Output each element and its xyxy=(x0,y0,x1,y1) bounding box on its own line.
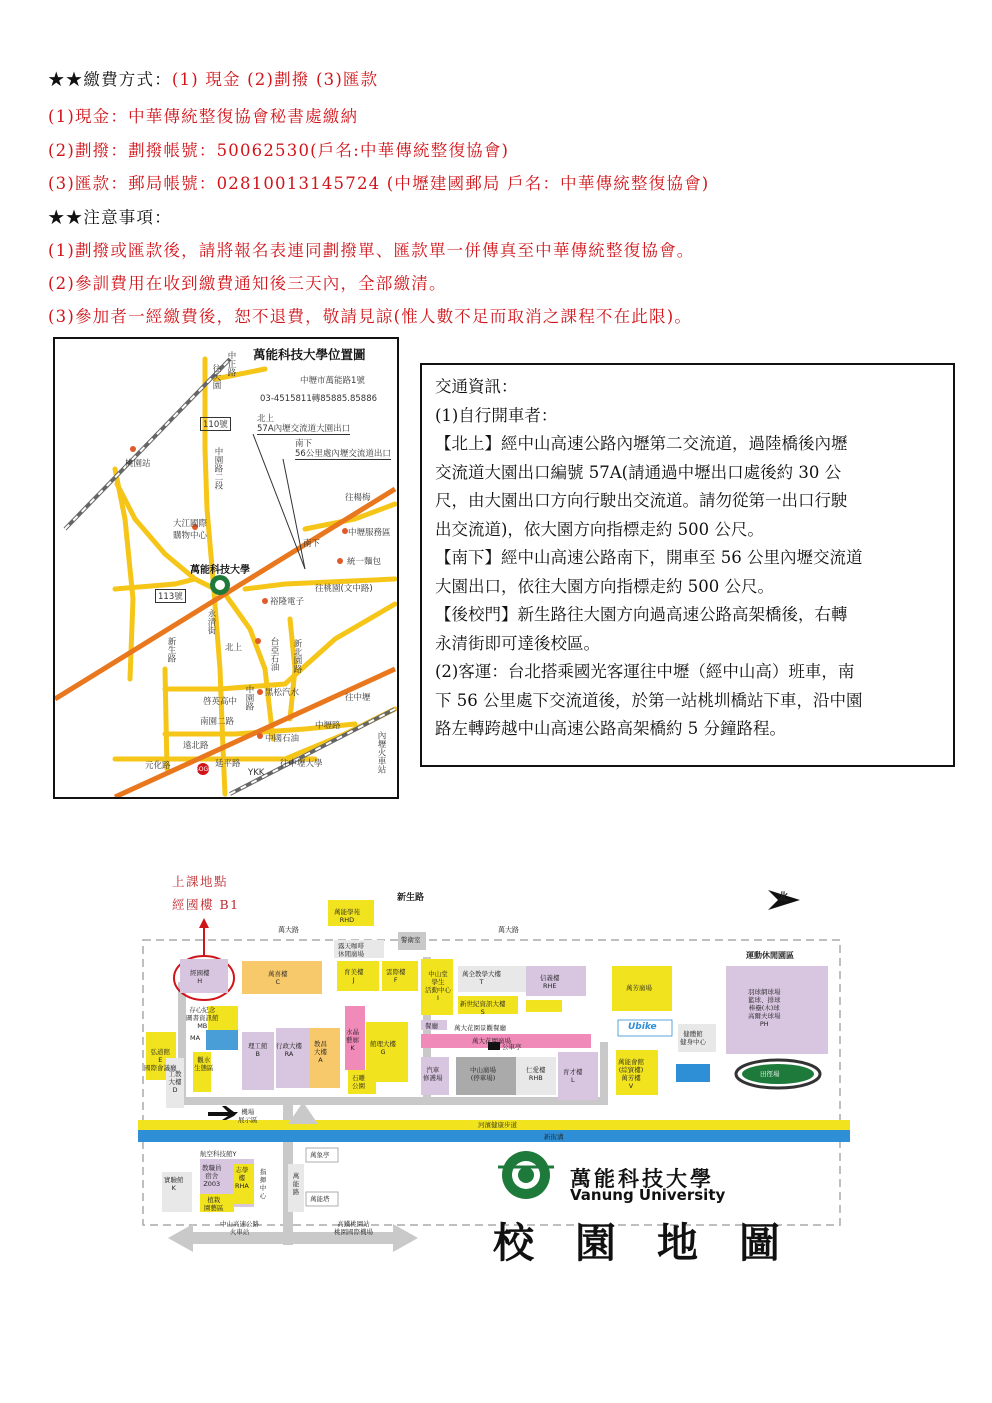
campus-label-wanquan: 萬全教學大樓 T xyxy=(462,970,501,986)
payment-heading: ★★繳費方式： xyxy=(48,70,172,89)
map-label-wangzhongjing: 往中壢大學 xyxy=(280,759,323,769)
map-label-taiya: 台亞石油 xyxy=(269,637,279,671)
campus-label-wanda-r: 萬大路 xyxy=(498,926,519,934)
campus-label-courts: 羽球網球場 籃球、排球 棒壘(木)球 高爾夫球場 PH xyxy=(748,988,781,1028)
location-map-north-note: 北上 57A內壢交流道大園出口 xyxy=(257,414,351,434)
traffic-line-4: 交流道大園出口編號 57A(請通過中壢出口處後約 30 公 xyxy=(435,462,842,482)
map-label-heisong: 黑松汽水 xyxy=(265,688,300,698)
location-map-address: 中壢市萬能路1號 xyxy=(300,376,365,386)
location-map xyxy=(53,337,399,799)
campus-label-zhongshan-sq: 中山廣場 (停車場) xyxy=(470,1066,496,1082)
campus-map xyxy=(138,862,850,1257)
campus-label-zhongshan-hw: 中山高速公路 火車站 xyxy=(220,1220,259,1236)
map-label-neili-station: 內壢火車站 xyxy=(376,731,386,774)
campus-label-zhixue: 志學 樓 RHA xyxy=(235,1166,249,1190)
campus-label-canting: 餐廳 xyxy=(425,1022,438,1030)
map-label-yongqing: 永清街 xyxy=(206,609,216,635)
campus-label-zhihui: 指揮中心 xyxy=(259,1168,267,1200)
campus-label-hangkong: 航空科技館Y xyxy=(200,1150,237,1158)
campus-label-ubike: Ubike xyxy=(628,1022,657,1032)
map-label-yuliang: 裕隆電子 xyxy=(270,597,305,607)
campus-label-xingzheng: 行政大樓 RA xyxy=(276,1042,302,1058)
map-label-r113: 113號 xyxy=(155,589,186,603)
campus-label-xinjie: 新街溝 xyxy=(544,1133,564,1141)
payment-heading-line xyxy=(48,66,378,90)
campus-label-wanneng-rd: 萬能路 xyxy=(292,1172,300,1196)
campus-label-river: 河濱健康步道 xyxy=(478,1121,517,1129)
campus-label-jingguo: 經國樓 H xyxy=(190,969,210,985)
payment-transfer: (2)劃撥：劃撥帳號：50062530(戶名:中華傳統整復協會) xyxy=(48,141,510,160)
payment-cash: (1)現金：中華傳統整復協會秘書處繳納 xyxy=(48,107,359,126)
traffic-line-12: 下 56 公里處下交流道後，於第一站桃圳橋站下車，沿中園 xyxy=(435,690,863,710)
map-label-yuanbei: 遠北路 xyxy=(183,741,209,751)
campus-label-xinrong: 信義樓 RHE xyxy=(540,974,560,990)
location-map-south-note: 南下 56公里處內壢交流道出口 xyxy=(295,439,391,459)
campus-label-gongjiao: 工教大樓 D xyxy=(168,1070,182,1094)
map-label-tongyi: 統一麵包 xyxy=(347,557,382,567)
map-label-wangdayuan: 往大園 xyxy=(211,364,221,390)
traffic-line-2: (1)自行開車者： xyxy=(435,405,558,425)
campus-label-wanfang-hall: 萬能會館 (綜貿樓) 萬芳樓 V xyxy=(618,1058,644,1090)
campus-label-yucai: 育才樓 L xyxy=(563,1068,583,1084)
campus-label-wanxi: 萬喜樓 C xyxy=(268,970,288,986)
campus-label-cunxin: 存心紀念 圖書資訊館 MB xyxy=(186,1006,219,1030)
map-label-taoyuan: 桃園站 xyxy=(125,459,151,469)
campus-label-guanshui: 觀水 生態區 xyxy=(194,1056,214,1072)
note-item-3: (3)參加者一經繳費後，恕不退費，敬請見諒(惟人數不足而取消之課程不在此限)。 xyxy=(48,307,693,326)
map-label-nanchi: 南園二路 xyxy=(200,717,235,727)
campus-label-hongdao: 弘道館 E 國際會議廳 xyxy=(144,1048,177,1072)
campus-label-wanneng-ta: 萬能塔 xyxy=(310,1195,330,1203)
campus-label-ma: MA xyxy=(190,1034,201,1042)
campus-label-qiche: 汽車 修護場 xyxy=(423,1066,443,1082)
campus-label-xinshiji: 新世紀資訊大樓 S xyxy=(460,1000,506,1016)
campus-label-wanneng-yuan: 萬能學苑 RHD xyxy=(334,908,360,924)
campus-brand-cn: 萬能科技大學 xyxy=(570,1167,714,1191)
map-label-zhongzheng: 中正路 xyxy=(226,351,236,377)
campus-label-wanda-sq: 萬大花園廣場 xyxy=(472,1037,511,1045)
class-building-label: 經國樓 B1 xyxy=(172,897,240,912)
map-label-northup: 北上 xyxy=(225,643,243,653)
traffic-line-8: 大園出口，依往大園方向指標走約 500 公尺。 xyxy=(435,576,774,596)
map-label-yanping: 延平路 xyxy=(215,759,241,769)
campus-label-jicheng: 機場 展示區 xyxy=(238,1108,258,1124)
traffic-line-1: 交通資訊： xyxy=(435,377,518,396)
traffic-line-6: 出交流道)，依大園方向指標走約 500 公尺。 xyxy=(435,519,764,539)
traffic-line-10: 永清街即可達後校區。 xyxy=(435,633,600,653)
location-map-phone: 03-4515811轉85885.85886 xyxy=(260,394,378,404)
campus-label-yunji: 雲際樓 F xyxy=(386,968,406,984)
campus-label-luotian: 露天咖啡 休閒廣場 xyxy=(338,942,364,958)
traffic-line-13: 路左轉跨越中山高速公路高架橋約 5 分鐘路程。 xyxy=(435,719,786,738)
campus-label-guard: 警衛室 xyxy=(401,936,421,944)
map-label-sogo: SOGO xyxy=(195,766,213,773)
note-item-1: (1)劃撥或匯款後，請將報名表連同劃撥單、匯款單一併傳真至中華傳統整復協會。 xyxy=(48,241,695,260)
map-label-wangtoushin: 往桃園(文中路) xyxy=(315,584,373,594)
map-label-zhongguo: 中國石油 xyxy=(265,734,300,744)
campus-label-wanxiang: 萬象亭 xyxy=(310,1151,330,1159)
campus-label-track: 田徑場 xyxy=(760,1070,780,1078)
map-label-xinbeiyuan: 新北園路 xyxy=(292,639,302,673)
map-label-yuanhua: 元化路 xyxy=(145,761,171,771)
map-label-r110: 110號 xyxy=(200,417,231,431)
campus-label-gongche: 公車亭 xyxy=(502,1043,522,1051)
traffic-line-7: 【南下】經中山高速公路南下，開車至 56 公里內壢交流道 xyxy=(435,548,863,567)
campus-label-jianshen: 健體館 健身中心 xyxy=(680,1030,706,1046)
campus-label-wanda-l: 萬大路 xyxy=(278,926,299,934)
map-label-southdown: 南下 xyxy=(303,539,321,549)
campus-label-jiaozhi: 教職員 宿舍 Z003 xyxy=(202,1164,222,1188)
campus-label-yumei: 育美樓 J xyxy=(344,968,364,984)
campus-map-title: 校園地圖 xyxy=(493,1219,821,1267)
campus-label-yixiu: 植栽 園藝區 xyxy=(204,1196,224,1212)
map-label-zhongyuan: 中園路 xyxy=(244,685,254,711)
campus-label-renai: 仁愛樓 RHB xyxy=(526,1066,546,1082)
map-label-wangzhongli: 往中壢 xyxy=(345,693,371,703)
campus-label-taoyuan-air: 高鐵桃園站 桃園國際機場 xyxy=(334,1220,373,1236)
campus-label-jianli: 館理大樓 G xyxy=(370,1040,396,1056)
campus-map-shapes xyxy=(138,862,850,1257)
map-label-ykk: YKK xyxy=(248,768,265,778)
traffic-info-box xyxy=(420,363,955,767)
map-label-xinsheng: 新生路 xyxy=(166,637,176,663)
class-location-label: 上課地點 xyxy=(172,874,229,889)
campus-label-shuijing: 水晶 藝廊 K xyxy=(346,1028,359,1052)
campus-north: 北 xyxy=(778,892,788,903)
map-label-qiaoying: 啓英高中 xyxy=(203,697,238,707)
traffic-line-3: 【北上】經中山高速公路內壢第二交流道，過陸橋後內壢 xyxy=(435,434,848,453)
map-label-zhongchao: 中壢路 xyxy=(315,721,341,731)
campus-label-jiaoyu: 教昌 大樓 A xyxy=(314,1040,327,1064)
campus-label-wandahuayuan: 萬大花園景觀餐廳 xyxy=(454,1024,506,1032)
map-label-zhongyuan2: 中園路二段 xyxy=(213,447,223,490)
map-label-wangyangmei: 往楊梅 xyxy=(345,493,371,503)
campus-label-wanfang-sq: 萬芳廣場 xyxy=(626,984,652,992)
campus-label-sports: 運動休閒園區 xyxy=(746,951,794,960)
payment-remit: (3)匯款：郵局帳號：02810013145724 (中壢建國郵局 戶名：中華傳統整復協會) xyxy=(48,174,710,193)
campus-label-xinsheng: 新生路 xyxy=(397,893,425,903)
campus-label-shixun: 實驗館 K xyxy=(164,1176,184,1192)
traffic-line-11: (2)客運：台北搭乘國光客運往中壢（經中山高）班車，南 xyxy=(435,662,855,681)
map-label-dajiang: 大江國際購物中心 xyxy=(173,519,208,541)
campus-brand-en: Vanung University xyxy=(570,1186,726,1204)
map-label-vanung: 萬能科技大學 xyxy=(190,565,250,576)
traffic-line-5: 尺，由大園出口方向行駛出交流道。請勿從第一出口行駛 xyxy=(435,491,848,510)
location-map-title: 萬能科技大學位置圖 xyxy=(253,347,366,362)
campus-label-ligong: 理工館 B xyxy=(248,1042,268,1058)
campus-label-shishi: 石雕 公園 xyxy=(352,1074,365,1090)
notes-heading: ★★注意事項： xyxy=(48,208,172,227)
campus-label-zhongshan: 中山堂 學生 活動中心 I xyxy=(425,970,451,1002)
payment-methods: (1) 現金 (2)劃撥 (3)匯款 xyxy=(171,70,379,89)
map-label-zhongshi: 中壢服務區 xyxy=(348,528,391,538)
traffic-line-9: 【後校門】新生路往大園方向過高速公路高架橋後，右轉 xyxy=(435,605,848,624)
note-item-2: (2)參訓費用在收到繳費通知後三天內，全部繳清。 xyxy=(48,274,447,293)
